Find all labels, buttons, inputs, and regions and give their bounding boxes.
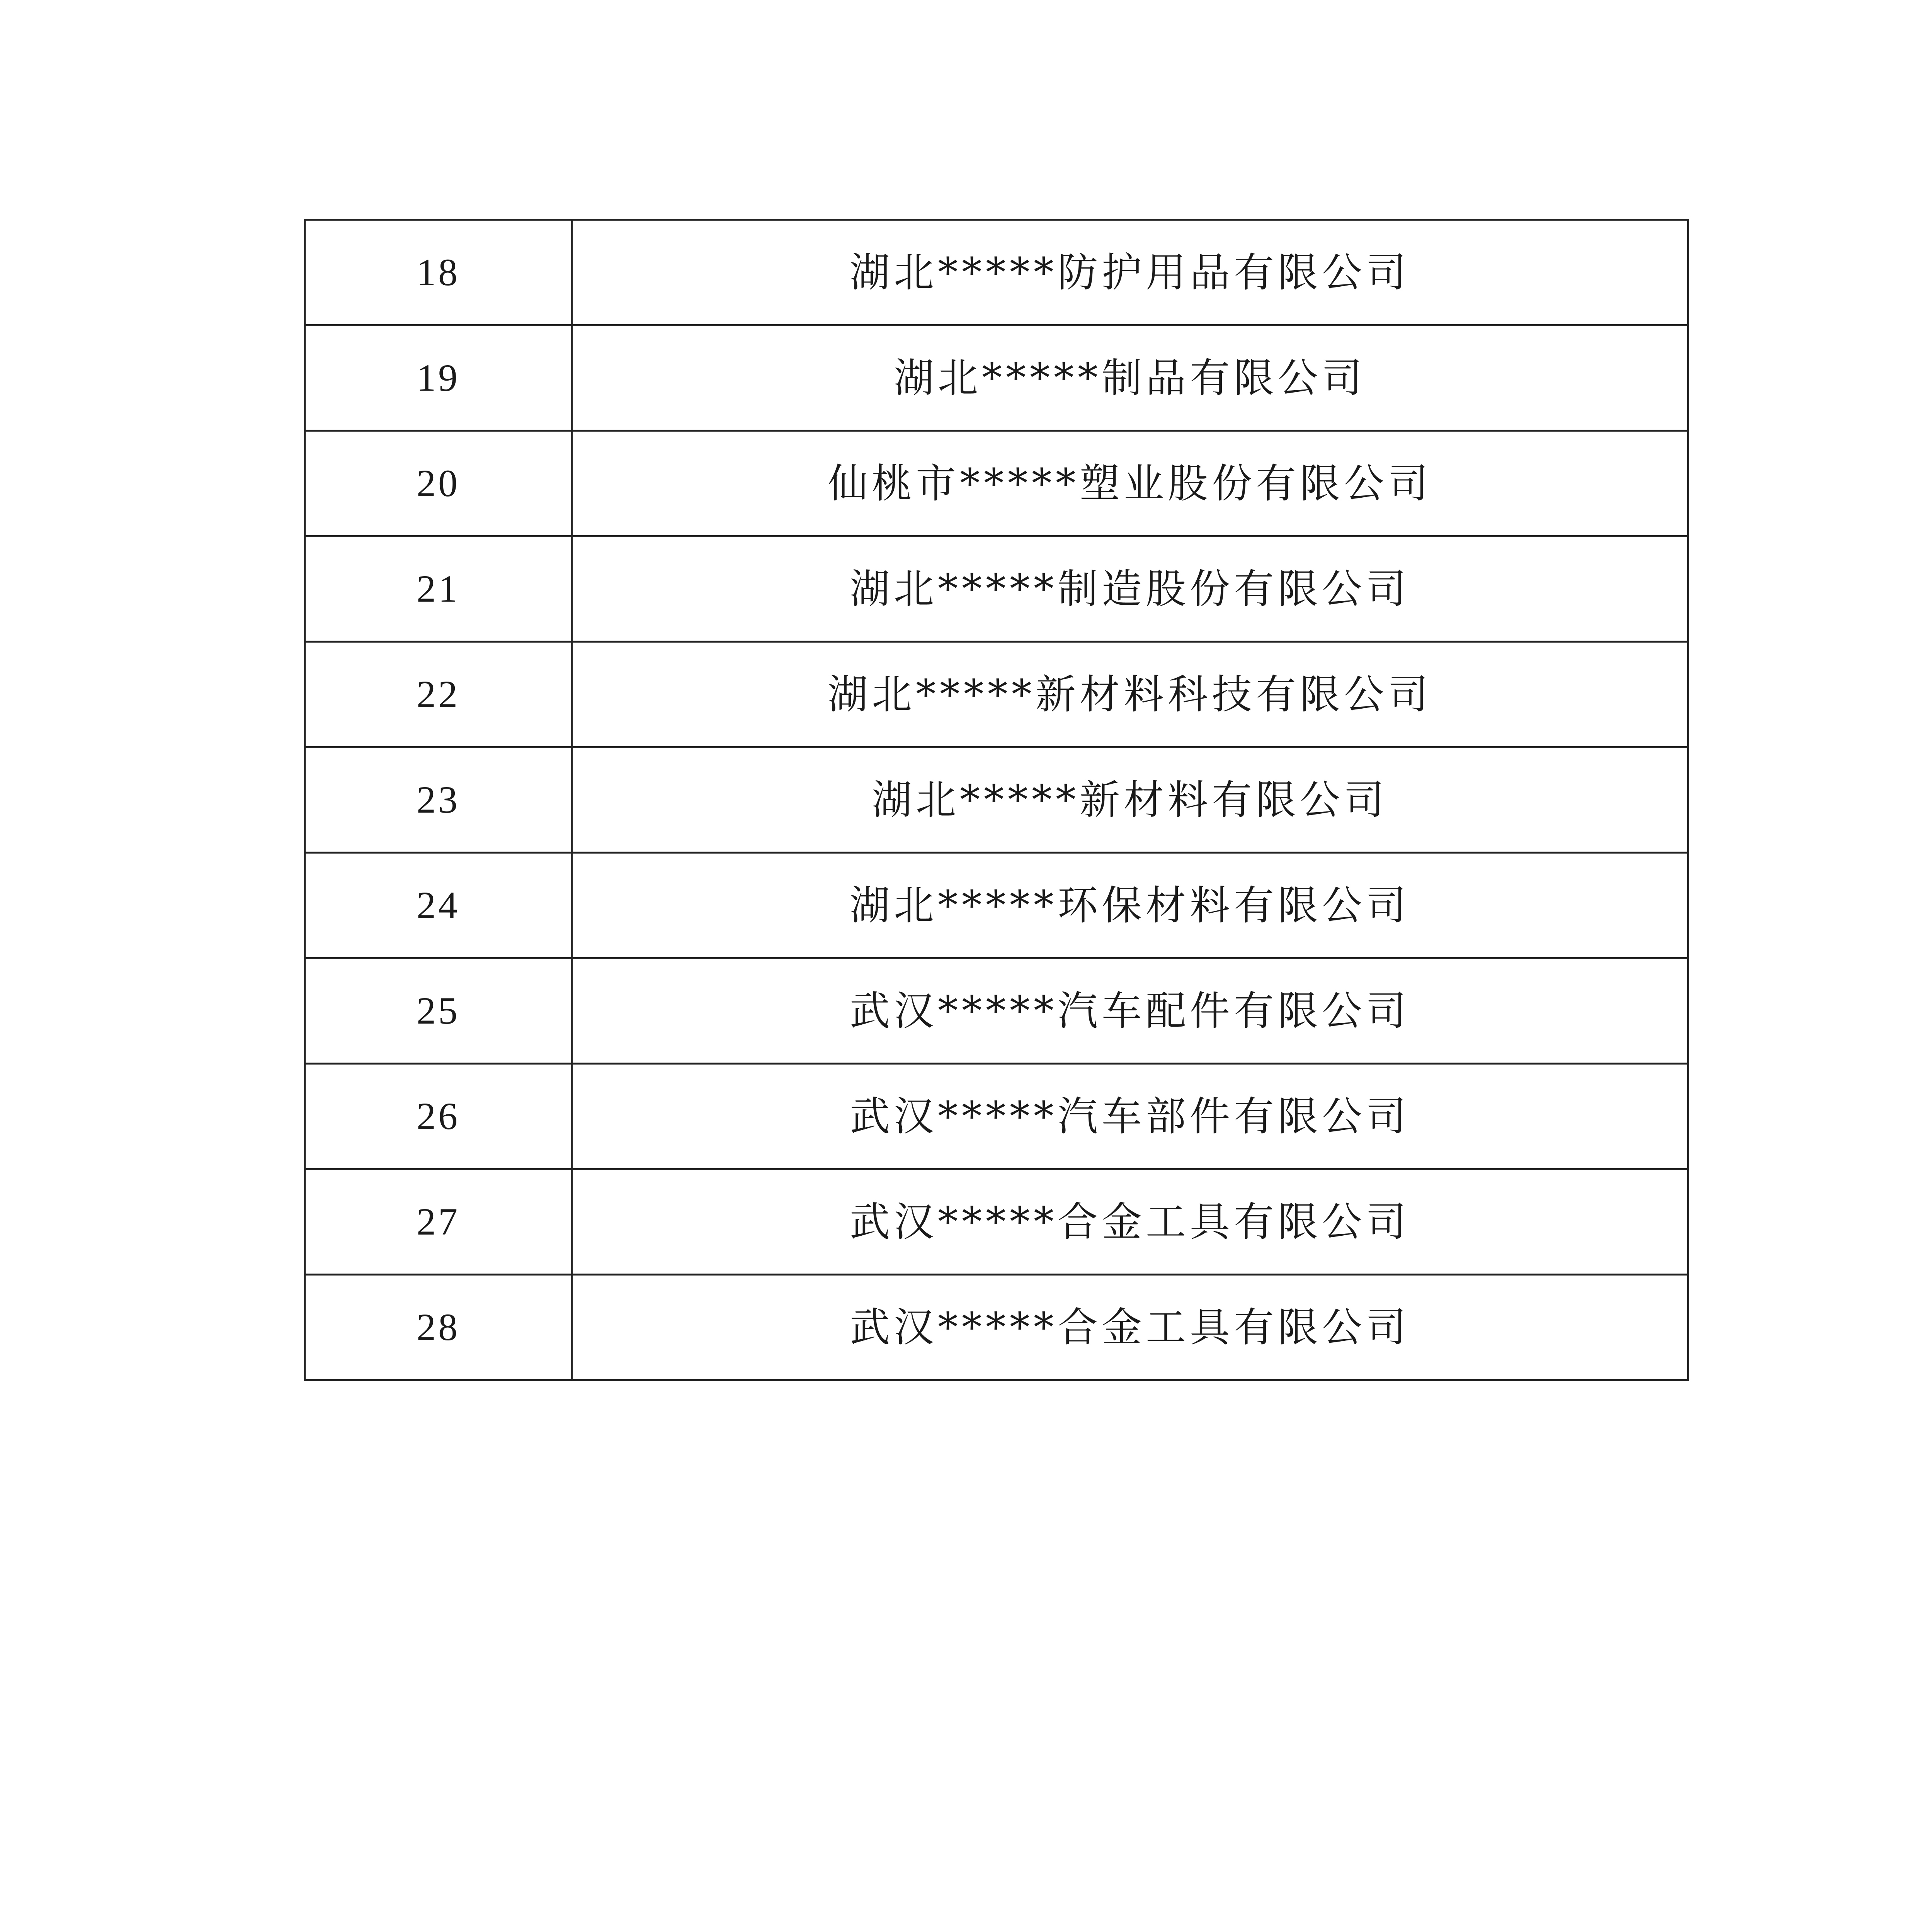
- table-row: [305, 958, 1688, 1064]
- row-number-cell: 23: [305, 747, 572, 853]
- company-name-cell: 仙桃市*****塑业股份有限公司: [572, 431, 1688, 536]
- row-number-cell: 19: [305, 325, 572, 431]
- row-number-cell: 27: [305, 1169, 572, 1275]
- table-row: [305, 642, 1688, 747]
- row-number-cell: 18: [305, 220, 572, 325]
- table-row: [305, 1169, 1688, 1275]
- company-name-cell: 湖北*****防护用品有限公司: [572, 220, 1688, 325]
- row-number-cell: 20: [305, 431, 572, 536]
- table-row: [305, 431, 1688, 536]
- table-row: [305, 1064, 1688, 1169]
- company-name-cell: 湖北*****新材料有限公司: [572, 747, 1688, 853]
- company-name-cell: 湖北*****制造股份有限公司: [572, 536, 1688, 642]
- row-number-cell: 26: [305, 1064, 572, 1169]
- company-name-cell: 武汉*****汽车部件有限公司: [572, 1064, 1688, 1169]
- company-name-cell: 湖北*****新材料科技有限公司: [572, 642, 1688, 747]
- table-row: [305, 220, 1688, 325]
- table-row: [305, 1275, 1688, 1380]
- table-row: [305, 747, 1688, 853]
- row-number-cell: 21: [305, 536, 572, 642]
- company-list-table: [304, 219, 1689, 1381]
- company-name-cell: 武汉*****汽车配件有限公司: [572, 958, 1688, 1064]
- row-number-cell: 24: [305, 853, 572, 958]
- company-name-cell: 湖北*****环保材料有限公司: [572, 853, 1688, 958]
- company-name-cell: 武汉*****合金工具有限公司: [572, 1275, 1688, 1380]
- table-row: [305, 853, 1688, 958]
- table-row: [305, 325, 1688, 431]
- row-number-cell: 22: [305, 642, 572, 747]
- row-number-cell: 28: [305, 1275, 572, 1380]
- company-name-cell: 湖北*****制品有限公司: [572, 325, 1688, 431]
- company-name-cell: 武汉*****合金工具有限公司: [572, 1169, 1688, 1275]
- row-number-cell: 25: [305, 958, 572, 1064]
- table-row: [305, 536, 1688, 642]
